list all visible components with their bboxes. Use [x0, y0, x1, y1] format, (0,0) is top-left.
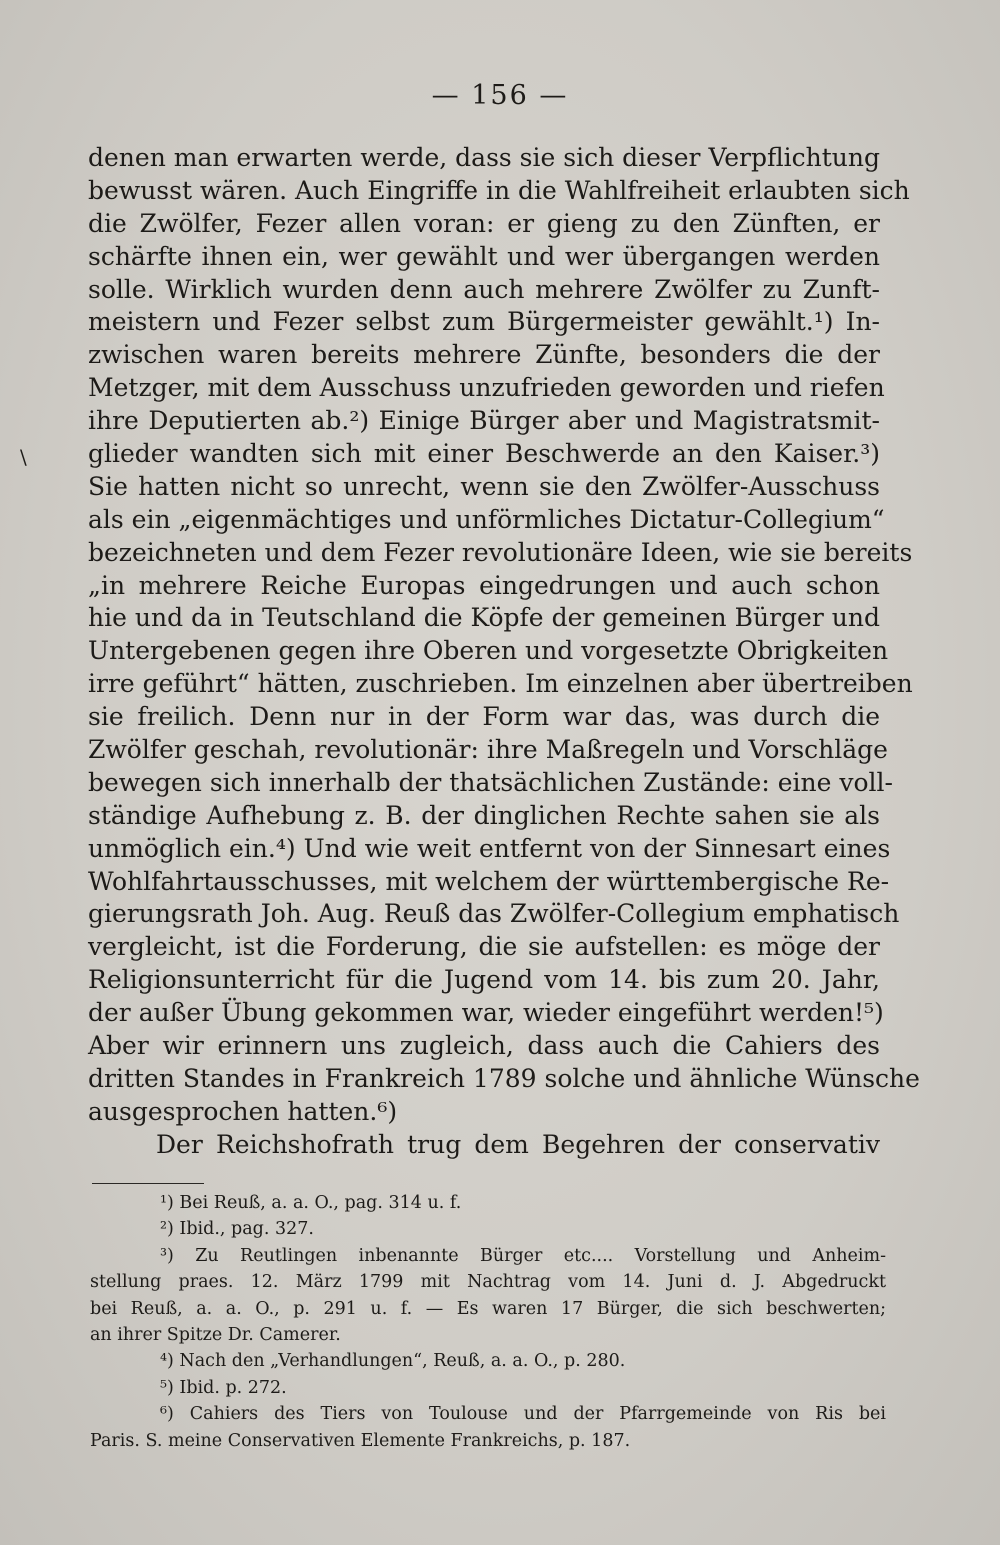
text-line: ihre Deputierten ab.²) Einige Bürger aber und Magistratsmit-: [88, 406, 880, 436]
text-line: zwischen waren bereits mehrere Zünfte, besonders die der: [88, 340, 880, 370]
text-line: die Zwölfer, Fezer allen voran: er gieng zu den Zünften, er: [88, 208, 880, 238]
body-text: [88, 142, 920, 1162]
text-line: ausgesprochen hatten.⁶): [88, 1096, 398, 1126]
text-line: „in mehrere Reiche Europas eingedrungen und auch schon: [88, 570, 880, 600]
text-line: sie freilich. Denn nur in der Form war das, was durch die: [88, 702, 880, 732]
text-line: irre geführt“ hätten, zuschrieben. Im einzelnen aber übertreiben: [88, 669, 913, 699]
text-line: gierungsrath Joh. Aug. Reuß das Zwölfer-Collegium emphatisch: [88, 899, 900, 929]
text-line: bezeichneten und dem Fezer revolutionäre Ideen, wie sie bereits: [88, 537, 913, 567]
text-line: vergleicht, ist die Forderung, die sie aufstellen: es möge der: [88, 932, 880, 962]
footnote-line: ⁶) Cahiers des Tiers von Toulouse und der Pfarrgemeinde von Ris bei: [160, 1404, 886, 1425]
text-line: hie und da in Teutschland die Köpfe der gemeinen Bürger und: [88, 603, 880, 633]
text-line: Sie hatten nicht so unrecht, wenn sie den Zwölfer-Ausschuss: [88, 471, 880, 501]
text-line: bewusst wären. Auch Eingriffe in die Wahlfreiheit erlaubten sich: [88, 175, 910, 205]
text-line: dritten Standes in Frankreich 1789 solche und ähnliche Wünsche: [88, 1063, 920, 1093]
footnote-line: stellung praes. 12. März 1799 mit Nachtrag vom 14. Juni d. J. Abgedruckt: [90, 1272, 886, 1293]
text-line: denen man erwarten werde, dass sie sich dieser Verpflichtung: [88, 143, 880, 172]
footnote-line: an ihrer Spitze Dr. Camerer.: [90, 1324, 341, 1345]
text-line: glieder wandten sich mit einer Beschwerde an den Kaiser.³): [88, 439, 880, 469]
text-line: der außer Übung gekommen war, wieder eingeführt werden!⁵): [88, 998, 884, 1028]
text-line: Der Reichshofrath trug dem Begehren der conservativ: [156, 1129, 880, 1159]
text-line: solle. Wirklich wurden denn auch mehrere Zwölfer zu Zunft-: [88, 274, 880, 304]
text-line: Aber wir erinnern uns zugleich, dass auch die Cahiers des: [88, 1031, 880, 1061]
text-line: bewegen sich innerhalb der thatsächlichen Zustände: eine voll-: [88, 767, 893, 797]
text-line: Untergebenen gegen ihre Oberen und vorgesetzte Obrigkeiten: [88, 636, 889, 666]
footnote-line: bei Reuß, a. a. O., p. 291 u. f. — Es waren 17 Bürger, die sich beschwerten;: [90, 1298, 886, 1319]
text-line: unmöglich ein.⁴) Und wie weit entfernt von der Sinnesart eines: [88, 833, 891, 863]
text-line: meistern und Fezer selbst zum Bürgermeister gewählt.¹) In-: [88, 307, 880, 337]
footnotes: [90, 1190, 886, 1454]
text-line: Religionsunterricht für die Jugend vom 14. bis zum 20. Jahr,: [88, 965, 880, 995]
footnote-line: ⁵) Ibid. p. 272.: [160, 1377, 287, 1398]
text-line: Wohlfahrtausschusses, mit welchem der württembergische Re-: [88, 866, 890, 896]
footnote-line: ³) Zu Reutlingen inbenannte Bürger etc.... Vorstellung und Anheim-: [160, 1245, 886, 1266]
margin-mark: \: [20, 445, 27, 469]
text-line: Metzger, mit dem Ausschuss unzufrieden geworden und riefen: [88, 373, 885, 403]
footnote-line: ¹) Bei Reuß, a. a. O., pag. 314 u. f.: [160, 1193, 462, 1213]
text-line: Zwölfer geschah, revolutionär: ihre Maßregeln und Vorschläge: [88, 735, 888, 765]
page-number-header: — 156 —: [431, 80, 569, 111]
footnote-line: Paris. S. meine Conservativen Elemente Frankreichs, p. 187.: [90, 1430, 631, 1451]
text-line: ständige Aufhebung z. B. der dinglichen Rechte sahen sie als: [88, 800, 880, 830]
text-line: schärfte ihnen ein, wer gewählt und wer übergangen werden: [88, 241, 880, 271]
footnote-divider: [92, 1183, 204, 1184]
footnote-line: ⁴) Nach den „Verhandlungen“, Reuß, a. a. O., p. 280.: [160, 1351, 626, 1372]
footnote-line: ²) Ibid., pag. 327.: [160, 1219, 314, 1240]
text-line: als ein „eigenmächtiges und unförmliches Dictatur-Collegium“: [88, 504, 885, 534]
